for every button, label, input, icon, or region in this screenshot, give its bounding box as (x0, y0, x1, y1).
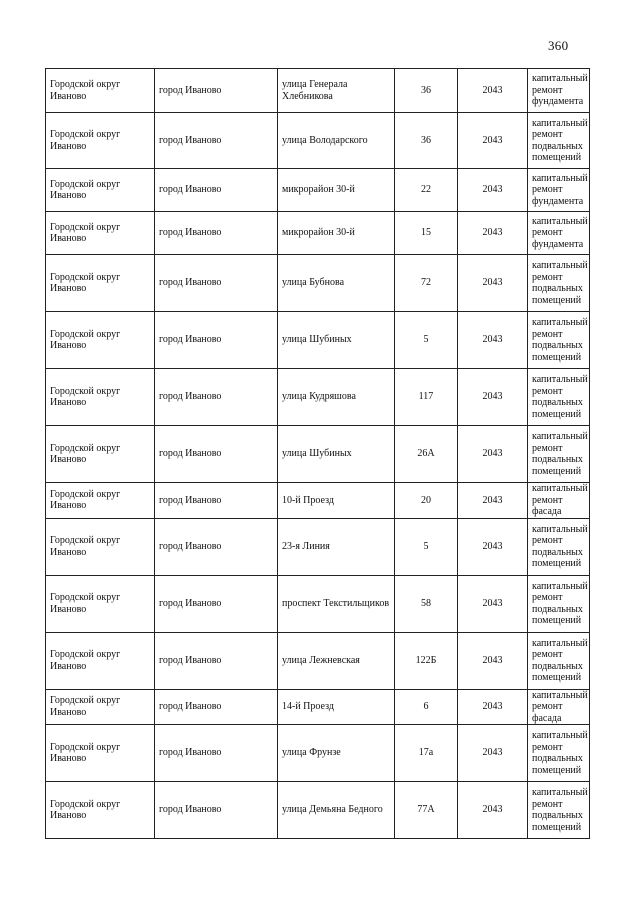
cell-house-number: 36 (395, 113, 458, 169)
cell-street: улица Фрунзе (278, 725, 395, 782)
table-row (46, 725, 590, 782)
cell-year: 2043 (458, 483, 528, 519)
cell-work-type: капитальный ремонт подвальных помещений (528, 725, 590, 782)
table-row (46, 255, 590, 312)
cell-year: 2043 (458, 689, 528, 725)
cell-city: город Иваново (155, 575, 278, 632)
cell-district: Городской округ Иваново (46, 212, 155, 255)
cell-street: улица Демьяна Бедного (278, 782, 395, 839)
cell-district: Городской округ Иваново (46, 632, 155, 689)
cell-year: 2043 (458, 169, 528, 212)
table-row (46, 212, 590, 255)
cell-street: улица Володарского (278, 113, 395, 169)
table-row (46, 575, 590, 632)
cell-district: Городской округ Иваново (46, 113, 155, 169)
cell-district: Городской округ Иваново (46, 369, 155, 426)
cell-house-number: 5 (395, 312, 458, 369)
table-row (46, 518, 590, 575)
cell-district: Городской округ Иваново (46, 689, 155, 725)
cell-house-number: 117 (395, 369, 458, 426)
cell-work-type: капитальный ремонт подвальных помещений (528, 575, 590, 632)
cell-house-number: 122Б (395, 632, 458, 689)
table-row (46, 483, 590, 519)
cell-city: город Иваново (155, 725, 278, 782)
cell-district: Городской округ Иваново (46, 575, 155, 632)
cell-city: город Иваново (155, 518, 278, 575)
cell-street: улица Шубиных (278, 312, 395, 369)
cell-work-type: капитальный ремонт подвальных помещений (528, 426, 590, 483)
cell-year: 2043 (458, 575, 528, 632)
cell-city: город Иваново (155, 426, 278, 483)
cell-work-type: капитальный ремонт фасада (528, 689, 590, 725)
cell-street: проспект Текстильщиков (278, 575, 395, 632)
cell-house-number: 15 (395, 212, 458, 255)
cell-work-type: капитальный ремонт подвальных помещений (528, 113, 590, 169)
page-number: 360 (548, 38, 569, 53)
cell-year: 2043 (458, 725, 528, 782)
table-row (46, 426, 590, 483)
cell-year: 2043 (458, 426, 528, 483)
cell-house-number: 58 (395, 575, 458, 632)
cell-work-type: капитальный ремонт подвальных помещений (528, 518, 590, 575)
table-row (46, 169, 590, 212)
cell-city: город Иваново (155, 113, 278, 169)
cell-year: 2043 (458, 632, 528, 689)
cell-district: Городской округ Иваново (46, 782, 155, 839)
cell-work-type: капитальный ремонт фундамента (528, 169, 590, 212)
cell-house-number: 22 (395, 169, 458, 212)
table-row (46, 113, 590, 169)
cell-city: город Иваново (155, 169, 278, 212)
cell-street: 14-й Проезд (278, 689, 395, 725)
cell-work-type: капитальный ремонт фундамента (528, 212, 590, 255)
cell-work-type: капитальный ремонт подвальных помещений (528, 312, 590, 369)
cell-city: город Иваново (155, 212, 278, 255)
cell-house-number: 26А (395, 426, 458, 483)
cell-street: 10-й Проезд (278, 483, 395, 519)
registry-table-body (46, 69, 590, 839)
table-row (46, 312, 590, 369)
cell-street: улица Шубиных (278, 426, 395, 483)
cell-street: улица Генерала Хлебникова (278, 69, 395, 113)
cell-street: 23-я Линия (278, 518, 395, 575)
cell-city: город Иваново (155, 312, 278, 369)
cell-year: 2043 (458, 255, 528, 312)
cell-city: город Иваново (155, 369, 278, 426)
cell-year: 2043 (458, 113, 528, 169)
cell-year: 2043 (458, 312, 528, 369)
cell-city: город Иваново (155, 689, 278, 725)
cell-city: город Иваново (155, 782, 278, 839)
cell-district: Городской округ Иваново (46, 483, 155, 519)
cell-house-number: 6 (395, 689, 458, 725)
cell-street: улица Кудряшова (278, 369, 395, 426)
cell-year: 2043 (458, 782, 528, 839)
cell-house-number: 72 (395, 255, 458, 312)
cell-house-number: 20 (395, 483, 458, 519)
table-row (46, 782, 590, 839)
registry-table (45, 68, 590, 839)
cell-street: улица Бубнова (278, 255, 395, 312)
cell-city: город Иваново (155, 69, 278, 113)
cell-house-number: 17а (395, 725, 458, 782)
cell-district: Городской округ Иваново (46, 255, 155, 312)
table-row (46, 689, 590, 725)
cell-district: Городской округ Иваново (46, 169, 155, 212)
cell-work-type: капитальный ремонт подвальных помещений (528, 369, 590, 426)
cell-year: 2043 (458, 212, 528, 255)
cell-street: микрорайон 30-й (278, 169, 395, 212)
cell-house-number: 36 (395, 69, 458, 113)
cell-work-type: капитальный ремонт фундамента (528, 69, 590, 113)
table-row (46, 632, 590, 689)
cell-district: Городской округ Иваново (46, 725, 155, 782)
cell-city: город Иваново (155, 632, 278, 689)
cell-street: улица Лежневская (278, 632, 395, 689)
cell-house-number: 5 (395, 518, 458, 575)
cell-house-number: 77А (395, 782, 458, 839)
cell-street: микрорайон 30-й (278, 212, 395, 255)
cell-district: Городской округ Иваново (46, 69, 155, 113)
table-row (46, 69, 590, 113)
cell-city: город Иваново (155, 255, 278, 312)
cell-year: 2043 (458, 69, 528, 113)
cell-year: 2043 (458, 518, 528, 575)
cell-work-type: капитальный ремонт фасада (528, 483, 590, 519)
cell-district: Городской округ Иваново (46, 518, 155, 575)
cell-district: Городской округ Иваново (46, 426, 155, 483)
cell-work-type: капитальный ремонт подвальных помещений (528, 632, 590, 689)
cell-work-type: капитальный ремонт подвальных помещений (528, 255, 590, 312)
cell-year: 2043 (458, 369, 528, 426)
cell-district: Городской округ Иваново (46, 312, 155, 369)
table-row (46, 369, 590, 426)
cell-city: город Иваново (155, 483, 278, 519)
cell-work-type: капитальный ремонт подвальных помещений (528, 782, 590, 839)
